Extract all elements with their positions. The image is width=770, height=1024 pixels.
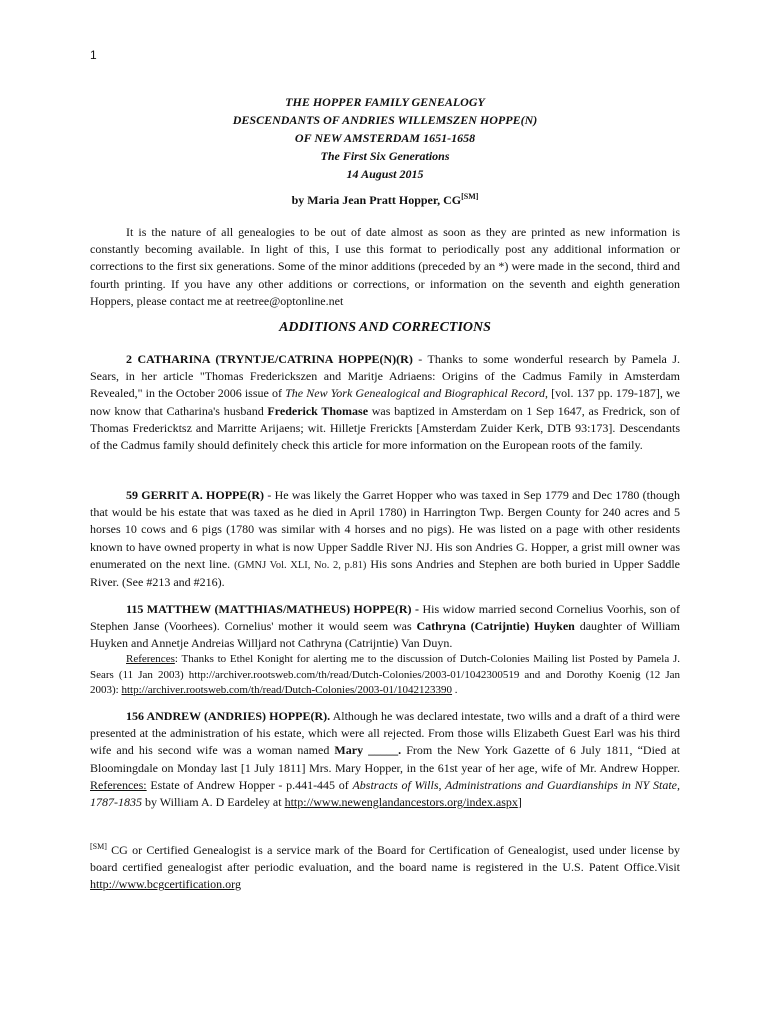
bcg-link[interactable]: http://www.bcgcertification.org bbox=[90, 877, 241, 892]
intro-paragraph bbox=[90, 224, 680, 310]
citation: (GMNJ Vol. XLI, No. 2, p.81) bbox=[234, 559, 367, 571]
references-label: References bbox=[126, 653, 175, 665]
byline bbox=[90, 192, 680, 208]
footnote: [SM] CG or Certified Genealogist is a service mark of the Board for Certification of Genealogist, used under license by board certified genealogist after periodic evaluation, and the board name is registered in the U.S. Patent Office.Visit http://www.bcgcertification.org bbox=[90, 842, 680, 892]
byline-text: by Maria Jean Pratt Hopper, CG bbox=[291, 193, 462, 207]
entry-catharina: 2 CATHARINA (TRYNTJE/CATRINA HOPPE(N)(R) - Thanks to some wonderful research by Pamela J. Sears, in her article "Thomas Frederickszen and Maritje Adriaens: Origins of the Cadmus Family in Amsterdam Revealed," in the October 2006 issue of The New York Genealogical and Biographical Record, [vol. 137 pp. 179-187], we now know that Catharina's husband Frederick Thomase was baptized in Amsterdam on 1 Sep 1647, as Fredrick, son of Thomas Fredericktsz and Marritte Arijaens; wit. Hilletje Frerickts [Amsterdam Zuider Kerk, DTB 93:173]. Descendants of the Cadmus family should definitely check this article for more information on the European roots of the family. bbox=[90, 352, 681, 453]
entry-heading: 59 GERRIT A. HOPPE(R) bbox=[126, 488, 265, 502]
entry-gerrit: 59 GERRIT A. HOPPE(R) - He was likely the Garret Hopper who was taxed in Sep 1779 and Dec 1780 (though that would be his estate that was taxed as he died in April 1780) in Harrington Twp. Bergen County for 240 acres and 5 horses 10 cows and 6 pigs (1780 was similar with 4 horses and no pigs). He was listed on a page with other residents known to have owned property in what is now Upper Saddle River NJ. His son Andries G. Hopper, a grist mill owner was enumerated on the next line. (GMNJ Vol. XLI, No. 2, p.81) His sons Andries and Stephen are both buried in Upper Saddle River. (See #213 and #216). bbox=[90, 488, 680, 590]
document-header bbox=[90, 93, 680, 183]
references-note: References: Thanks to Ethel Konight for alerting me to the discussion of Dutch-Colonies Mailing list Posted by Pamela J. Sears (11 Jan 2003) http://archiver.rootsweb.com/th/read/Dutch-Colonies/2003-01/1042300519 and and Dorothy Koenig (12 Jan 2003): http://archiver.rootsweb.com/th/read/Dutch-Colonies/2003-01/1042123390 . bbox=[90, 653, 680, 696]
person-name: Frederick Thomase bbox=[267, 403, 369, 418]
header-generations: The First Six Generations bbox=[320, 149, 450, 163]
footnote-mark: [SM] bbox=[90, 842, 107, 851]
header-date: 14 August 2015 bbox=[346, 167, 424, 181]
person-name: Cathryna (Catrijntie) Huyken bbox=[416, 619, 575, 634]
intro-text: It is the nature of all genealogies to be out of date almost as soon as they are printed as new information is constantly becoming available. In light of this, I use this format to periodically post any additional information or corrections to the first six generations. Some of the minor additions (preceded by an *) were made in the second, third and fourth printing. If you have any other additions or corrections, or information on the seventh and eighth generation Hoppers, please contact me at reetree@optonline.net bbox=[90, 225, 680, 308]
book-title: Abstracts of Wills, Administrations and Guardianships in NY State, 1787-1835 bbox=[90, 777, 680, 810]
newengland-link[interactable]: http://www.newenglandancestors.org/index.aspx bbox=[284, 795, 518, 810]
entry-andrew: 156 ANDREW (ANDRIES) HOPPE(R). Although he was declared intestate, two wills and a draft of a third were presented at the administration of his estate, which were all rejected. From those wills Elizabeth Guest Earl was his third wife and his second wife was a woman named Mary _____. From the New York Gazette of 6 July 1811, “Died at Bloomingdale on Monday last [1 July 1811] Mrs. Mary Hopper, in the 61st year of her age, wife of Mr. Andrew Hopper. References: Estate of Andrew Hopper - p.441-445 of Abstracts of Wills, Administrations and Guardianships in NY State, 1787-1835 by William A. D Eardeley at http://www.newenglandancestors.org/index.aspx] bbox=[90, 709, 681, 810]
journal-title: The New York Genealogical and Biographical Record bbox=[285, 386, 545, 401]
page-number: 1 bbox=[90, 48, 97, 62]
entry-heading: 156 ANDREW (ANDRIES) HOPPE(R). bbox=[126, 709, 331, 723]
service-mark: [SM] bbox=[461, 192, 479, 201]
header-subtitle: DESCENDANTS OF ANDRIES WILLEMSZEN HOPPE(N) bbox=[232, 113, 538, 127]
entry-heading: 2 CATHARINA (TRYNTJE/CATRINA HOPPE(N)(R) bbox=[126, 352, 413, 366]
dutch-colonies-link[interactable]: http://archiver.rootsweb.com/th/read/Dutch-Colonies/2003-01/1042123390 bbox=[121, 684, 453, 696]
references-label: References: bbox=[90, 777, 147, 792]
header-title: THE HOPPER FAMILY GENEALOGY bbox=[285, 95, 485, 109]
entry-heading: 115 MATTHEW (MATTHIAS/MATHEUS) HOPPE(R) - bbox=[126, 602, 423, 616]
entry-matthew: 115 MATTHEW (MATTHIAS/MATHEUS) HOPPE(R) - His widow married second Cornelius Voorhis, son of Stephen Janse (Voorhees). Cornelius' mother it would seem was Cathryna (Catrijntie) Huyken daughter of William Huyken and Annetje Andreias Willjard not Cathryna (Catrijntie) Van Duyn. bbox=[90, 602, 680, 651]
header-place: OF NEW AMSTERDAM 1651-1658 bbox=[294, 131, 476, 145]
section-title: ADDITIONS AND CORRECTIONS bbox=[279, 320, 491, 335]
person-name: Mary _____. bbox=[334, 743, 402, 758]
